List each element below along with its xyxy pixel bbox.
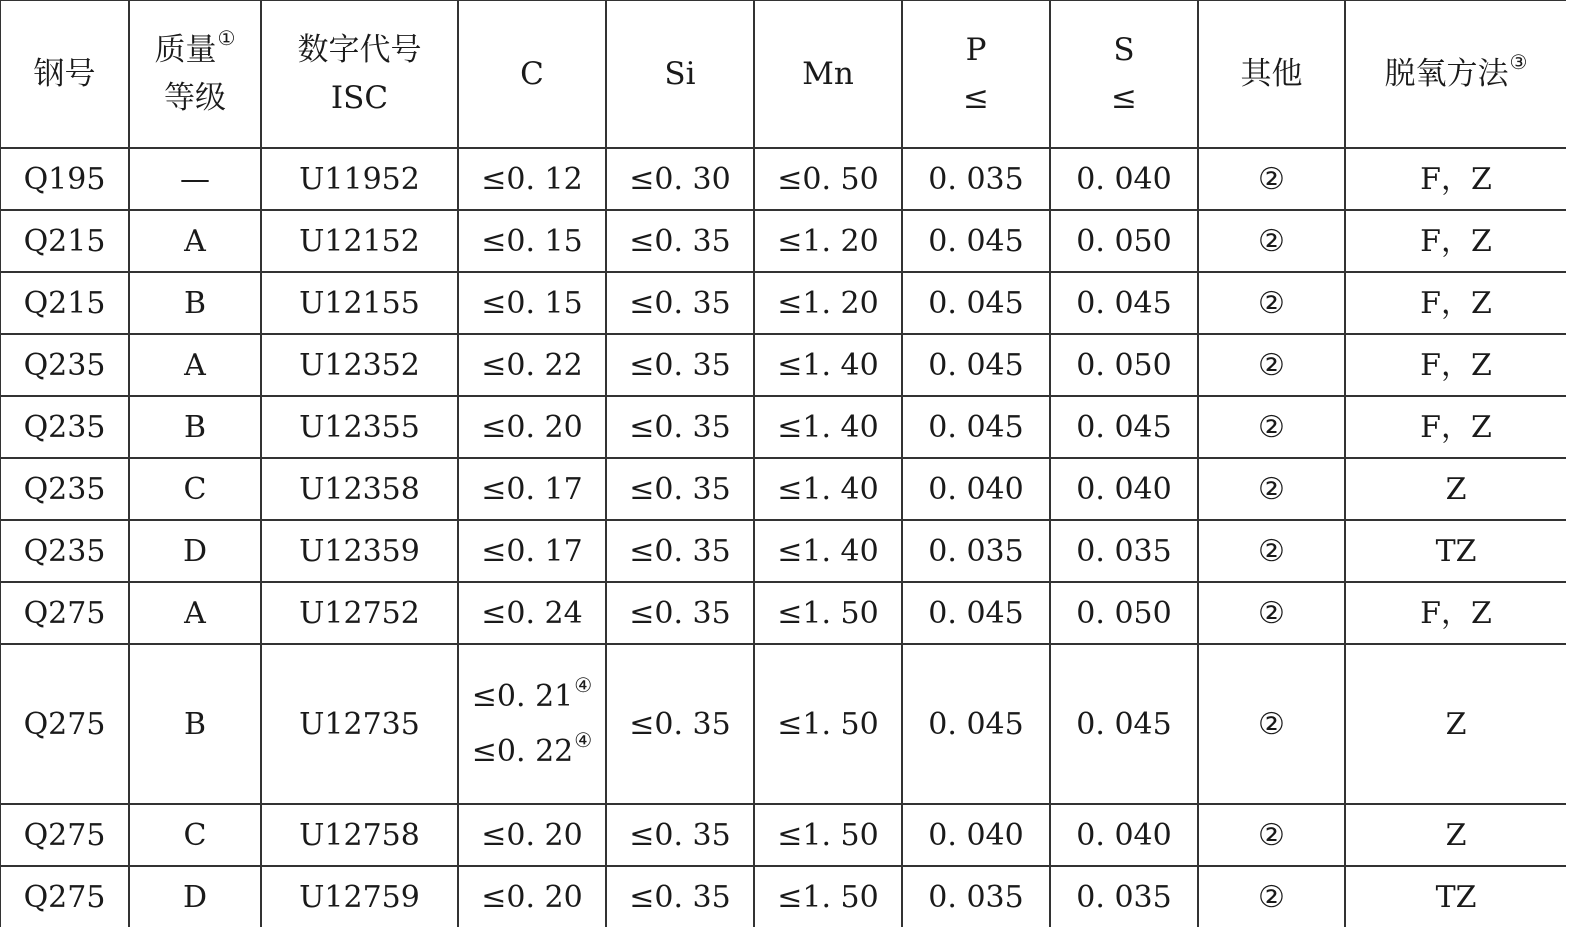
header-p-line2: ≤: [963, 80, 989, 116]
cell-quality: A: [129, 334, 261, 396]
cell-code: U12358: [261, 458, 458, 520]
cell-other: ②: [1198, 334, 1345, 396]
c-value-line1: [459, 673, 605, 714]
cell-c: ≤0. 20: [458, 804, 606, 866]
cell-p: 0. 035: [902, 866, 1050, 927]
cell-quality: D: [129, 520, 261, 582]
cell-deox: Z: [1345, 804, 1566, 866]
cell-code: U12359: [261, 520, 458, 582]
cell-deox: TZ: [1345, 520, 1566, 582]
header-code: [261, 0, 458, 148]
header-code-line1: 数字代号: [297, 31, 422, 68]
cell-code: U12735: [261, 644, 458, 804]
header-quality-text: 质量: [154, 31, 217, 68]
header-si: [606, 0, 754, 148]
cell-c: ≤0. 17: [458, 520, 606, 582]
cell-p: 0. 040: [902, 458, 1050, 520]
cell-si: ≤0. 35: [606, 644, 754, 804]
cell-p: 0. 040: [902, 804, 1050, 866]
footnote-marker: ④: [574, 728, 593, 752]
cell-other: ②: [1198, 520, 1345, 582]
c-value-line2: [459, 728, 605, 769]
cell-grade: Q235: [0, 520, 129, 582]
cell-c: ≤0. 20: [458, 866, 606, 927]
cell-quality: C: [129, 804, 261, 866]
cell-quality: A: [129, 210, 261, 272]
cell-deox: F，Z: [1345, 396, 1566, 458]
cell-p: 0. 045: [902, 272, 1050, 334]
cell-mn: ≤1. 40: [754, 458, 902, 520]
table-row: [0, 458, 1566, 520]
footnote-marker: ④: [574, 673, 593, 697]
cell-mn: ≤1. 50: [754, 866, 902, 927]
header-c: [458, 0, 606, 148]
cell-p: 0. 035: [902, 148, 1050, 210]
cell-other: ②: [1198, 866, 1345, 927]
header-s-line2: ≤: [1111, 80, 1137, 116]
table-row: [0, 520, 1566, 582]
cell-s: 0. 035: [1050, 866, 1198, 927]
cell-p: 0. 045: [902, 396, 1050, 458]
cell-grade: Q215: [0, 272, 129, 334]
header-s: [1050, 0, 1198, 148]
cell-si: ≤0. 35: [606, 866, 754, 927]
cell-other: ②: [1198, 582, 1345, 644]
cell-other: ②: [1198, 396, 1345, 458]
cell-deox: F，Z: [1345, 582, 1566, 644]
table-row: [0, 866, 1566, 927]
cell-c: [458, 644, 606, 804]
table-row: [0, 396, 1566, 458]
cell-c: ≤0. 12: [458, 148, 606, 210]
cell-grade: Q235: [0, 396, 129, 458]
cell-other: ②: [1198, 804, 1345, 866]
cell-code: U12352: [261, 334, 458, 396]
header-s-line1: S: [1113, 31, 1135, 68]
cell-mn: ≤1. 40: [754, 396, 902, 458]
footnote-marker: ③: [1509, 49, 1528, 74]
footnote-marker: ①: [217, 25, 236, 50]
cell-c: ≤0. 17: [458, 458, 606, 520]
cell-other: ②: [1198, 458, 1345, 520]
cell-deox: Z: [1345, 644, 1566, 804]
cell-code: U12758: [261, 804, 458, 866]
header-row: [0, 0, 1566, 148]
cell-si: ≤0. 35: [606, 272, 754, 334]
c-value-text: ≤0. 22: [471, 734, 574, 769]
header-p-line1: P: [965, 31, 987, 68]
cell-s: 0. 050: [1050, 210, 1198, 272]
cell-other: ②: [1198, 148, 1345, 210]
table-row: [0, 582, 1566, 644]
table-row: [0, 272, 1566, 334]
cell-s: 0. 040: [1050, 804, 1198, 866]
cell-grade: Q235: [0, 458, 129, 520]
cell-other: ②: [1198, 210, 1345, 272]
cell-p: 0. 045: [902, 210, 1050, 272]
cell-mn: ≤1. 50: [754, 644, 902, 804]
cell-s: 0. 050: [1050, 582, 1198, 644]
header-grade-label: 钢号: [33, 55, 96, 92]
cell-deox: F，Z: [1345, 210, 1566, 272]
cell-quality: D: [129, 866, 261, 927]
cell-mn: ≤1. 40: [754, 334, 902, 396]
header-mn: [754, 0, 902, 148]
cell-si: ≤0. 35: [606, 210, 754, 272]
cell-other: ②: [1198, 644, 1345, 804]
cell-si: ≤0. 35: [606, 582, 754, 644]
header-code-line2: ISC: [330, 80, 389, 116]
cell-c: ≤0. 15: [458, 272, 606, 334]
cell-grade: Q275: [0, 804, 129, 866]
cell-quality: B: [129, 644, 261, 804]
cell-p: 0. 045: [902, 644, 1050, 804]
cell-si: ≤0. 35: [606, 458, 754, 520]
cell-code: U12152: [261, 210, 458, 272]
cell-s: 0. 045: [1050, 396, 1198, 458]
cell-grade: Q215: [0, 210, 129, 272]
cell-c: ≤0. 15: [458, 210, 606, 272]
cell-mn: ≤0. 50: [754, 148, 902, 210]
cell-code: U11952: [261, 148, 458, 210]
header-other-label: 其他: [1240, 55, 1303, 92]
cell-si: ≤0. 35: [606, 520, 754, 582]
table-row: [0, 334, 1566, 396]
cell-mn: ≤1. 20: [754, 272, 902, 334]
cell-quality: —: [129, 148, 261, 210]
cell-quality: C: [129, 458, 261, 520]
header-p: [902, 0, 1050, 148]
cell-s: 0. 045: [1050, 644, 1198, 804]
c-value-text: ≤0. 21: [471, 679, 574, 714]
cell-deox: F，Z: [1345, 272, 1566, 334]
cell-deox: F，Z: [1345, 148, 1566, 210]
header-deox: [1345, 0, 1566, 148]
cell-s: 0. 050: [1050, 334, 1198, 396]
header-other: [1198, 0, 1345, 148]
header-si-label: Si: [664, 55, 696, 92]
cell-code: U12752: [261, 582, 458, 644]
cell-code: U12759: [261, 866, 458, 927]
table-row: [0, 210, 1566, 272]
cell-si: ≤0. 35: [606, 396, 754, 458]
header-quality-line2: 等级: [164, 80, 226, 116]
header-grade: [0, 0, 129, 148]
cell-deox: Z: [1345, 458, 1566, 520]
cell-p: 0. 045: [902, 334, 1050, 396]
cell-grade: Q275: [0, 866, 129, 927]
header-quality-line1: [130, 25, 260, 68]
cell-mn: ≤1. 50: [754, 804, 902, 866]
cell-deox: TZ: [1345, 866, 1566, 927]
cell-s: 0. 040: [1050, 458, 1198, 520]
cell-code: U12155: [261, 272, 458, 334]
header-c-label: C: [520, 55, 544, 92]
table-row: [0, 148, 1566, 210]
cell-code: U12355: [261, 396, 458, 458]
cell-grade: Q235: [0, 334, 129, 396]
table-row: [0, 644, 1566, 804]
cell-grade: Q275: [0, 582, 129, 644]
cell-quality: B: [129, 272, 261, 334]
cell-other: ②: [1198, 272, 1345, 334]
cell-c: ≤0. 24: [458, 582, 606, 644]
cell-grade: Q195: [0, 148, 129, 210]
header-mn-label: Mn: [802, 55, 854, 92]
cell-quality: A: [129, 582, 261, 644]
cell-s: 0. 040: [1050, 148, 1198, 210]
cell-quality: B: [129, 396, 261, 458]
cell-mn: ≤1. 40: [754, 520, 902, 582]
cell-si: ≤0. 35: [606, 334, 754, 396]
cell-mn: ≤1. 50: [754, 582, 902, 644]
cell-mn: ≤1. 20: [754, 210, 902, 272]
cell-p: 0. 045: [902, 582, 1050, 644]
cell-grade: Q275: [0, 644, 129, 804]
header-quality: [129, 0, 261, 148]
cell-deox: F，Z: [1345, 334, 1566, 396]
cell-si: ≤0. 35: [606, 804, 754, 866]
cell-p: 0. 035: [902, 520, 1050, 582]
cell-s: 0. 035: [1050, 520, 1198, 582]
cell-c: ≤0. 22: [458, 334, 606, 396]
header-deox-label: 脱氧方法: [1384, 55, 1509, 92]
cell-c: ≤0. 20: [458, 396, 606, 458]
cell-si: ≤0. 30: [606, 148, 754, 210]
table-row: [0, 804, 1566, 866]
cell-s: 0. 045: [1050, 272, 1198, 334]
